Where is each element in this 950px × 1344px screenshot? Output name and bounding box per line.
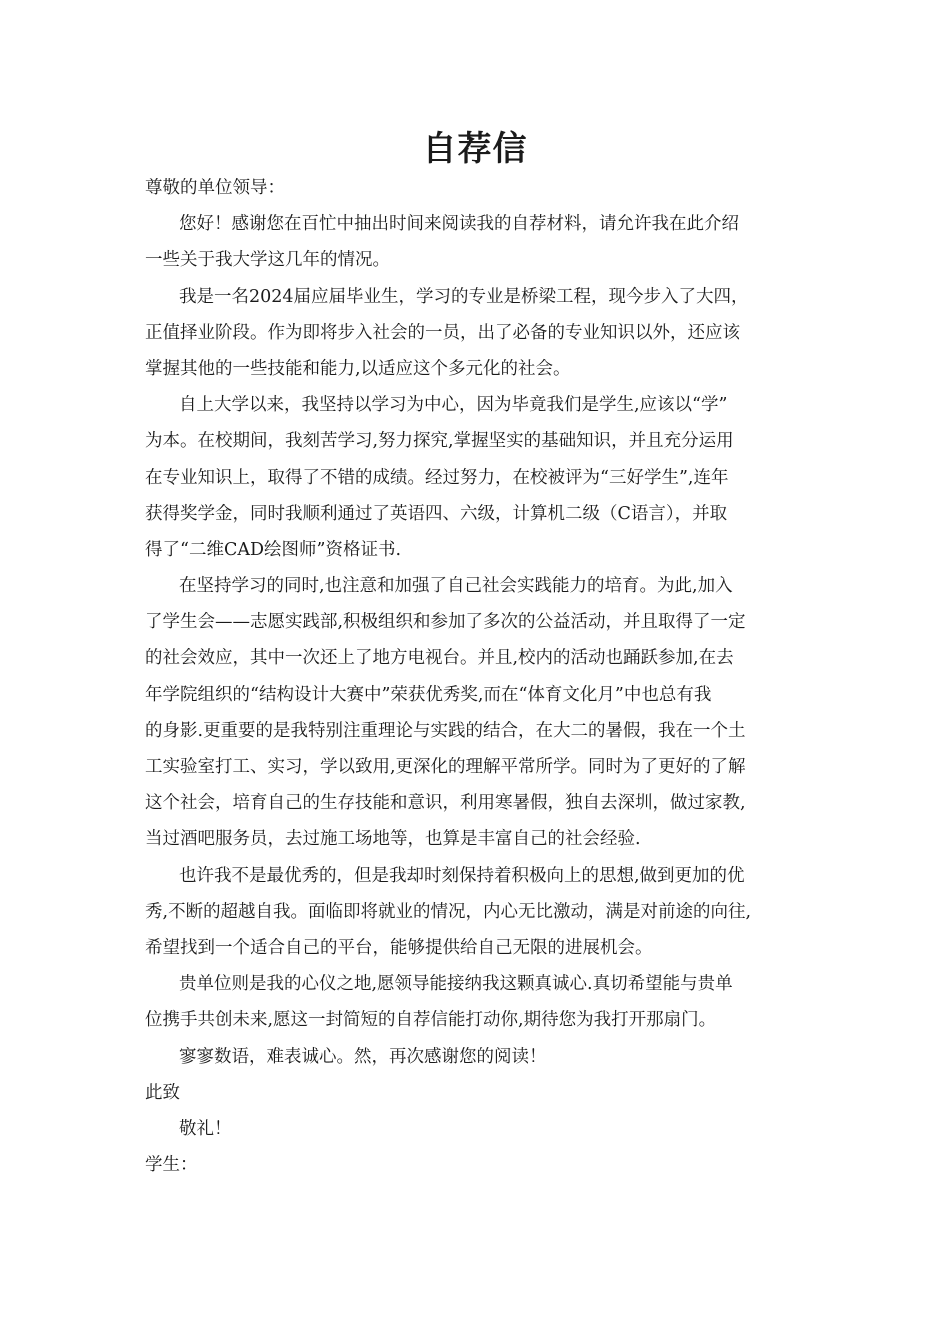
document-title: 自荐信: [422, 129, 528, 169]
paragraph-line: 当过酒吧服务员，去过施工场地等，也算是丰富自己的社会经验.: [145, 829, 641, 850]
paragraph-line: 得了“二维CAD绘图师”资格证书.: [145, 539, 402, 560]
paragraph-line: 位携手共创未来,愿这一封简短的自荐信能打动你,期待您为我打开那扇门。: [145, 1010, 717, 1031]
letter-body: [145, 170, 809, 1183]
paragraph-line: 这个社会，培育自己的生存技能和意识，利用寒暑假，独自去深圳，做过家教,: [145, 793, 746, 814]
paragraph-line: 为本。在校期间，我刻苦学习,努力探究,掌握坚实的基础知识，并且充分运用: [145, 431, 734, 452]
paragraph-line: 了学生会——志愿实践部,积极组织和参加了多次的公益活动，并且取得了一定: [145, 612, 746, 633]
paragraph-line: 希望找到一个适合自己的平台，能够提供给自己无限的进展机会。: [145, 937, 653, 958]
paragraph-line: 我是一名2024届应届毕业生，学习的专业是桥梁工程，现今步入了大四，: [179, 286, 749, 307]
paragraph-line: 在专业知识上，取得了不错的成绩。经过努力，在校被评为“三好学生”,连年: [145, 467, 729, 488]
paragraph-line: 也许我不是最优秀的，但是我却时刻保持着积极向上的思想,做到更加的优: [179, 865, 745, 886]
paragraph-line: 掌握其他的一些技能和能力,以适应这个多元化的社会。: [145, 358, 571, 379]
paragraph-line: 贵单位则是我的心仪之地,愿领导能接纳我这颗真诚心.真切希望能与贵单: [179, 974, 733, 995]
paragraph-line: 您好！感谢您在百忙中抽出时间来阅读我的自荐材料，请允许我在此介绍: [179, 214, 739, 235]
paragraph-line: 获得奖学金，同时我顺利通过了英语四、六级，计算机二级（C语言），并取: [145, 503, 728, 524]
paragraph-line: 正值择业阶段。作为即将步入社会的一员，出了必备的专业知识以外，还应该: [145, 322, 740, 343]
paragraph-line: 工实验室打工、实习，学以致用,更深化的理解平常所学。同时为了更好的了解: [145, 757, 746, 777]
paragraph-line: 年学院组织的“结构设计大赛中”荣获优秀奖,而在“体育文化月”中也总有我: [145, 684, 712, 705]
closing-line: 此致: [145, 1082, 180, 1103]
salutation-line: 尊敬的单位领导：: [145, 178, 285, 198]
paragraph-line: 一些关于我大学这几年的情况。: [145, 250, 390, 271]
paragraph-line: 的社会效应，其中一次还上了地方电视台。并且,校内的活动也踊跃参加,在去: [145, 648, 734, 669]
paragraph-line: 自上大学以来，我坚持以学习为中心，因为毕竟我们是学生,应该以“学”: [179, 395, 728, 416]
paragraph-line: 的身影.更重要的是我特别注重理论与实践的结合，在大二的暑假，我在一个土: [145, 720, 746, 741]
paragraph-line: 秀,不断的超越自我。面临即将就业的情况，内心无比激动，满是对前途的向往,: [145, 901, 752, 922]
paragraph-line: 在坚持学习的同时,也注意和加强了自己社会实践能力的培育。为此,加入: [179, 576, 733, 597]
paragraph-line: 寥寥数语，难表诚心。然，再次感谢您的阅读！: [179, 1046, 547, 1067]
closing-line: 敬礼！: [179, 1118, 232, 1139]
signature-line: 学生：: [145, 1155, 198, 1176]
